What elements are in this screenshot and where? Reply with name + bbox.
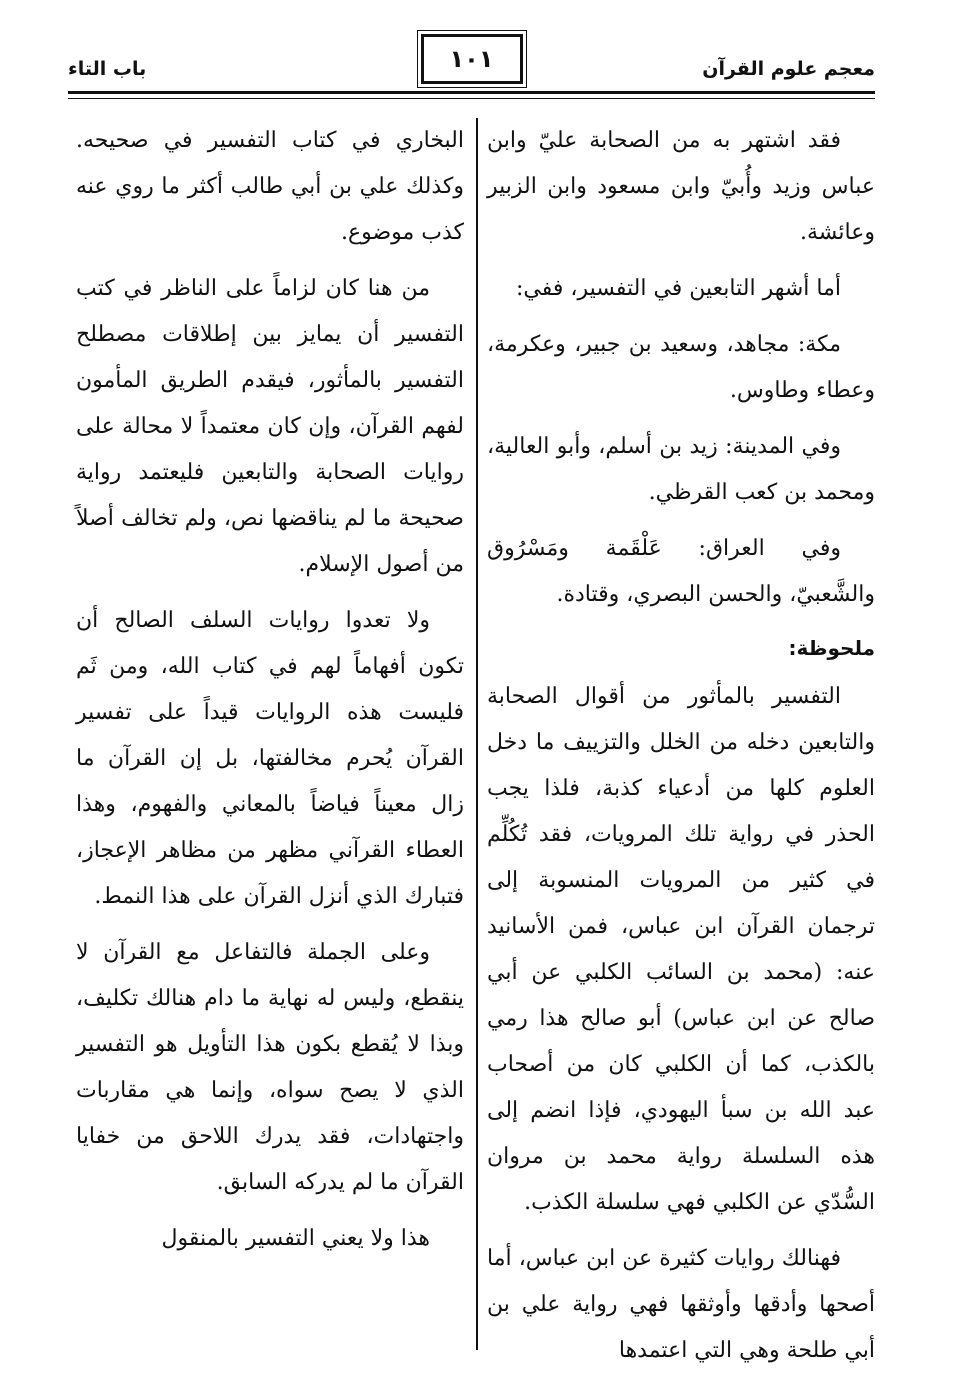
header-rule [68, 91, 875, 94]
header-rule-thin [68, 98, 875, 99]
chapter-title: باب التاء [68, 58, 147, 80]
page-number: ١٠١ [421, 34, 523, 84]
paragraph: هذا ولا يعني التفسير بالمنقول [161, 1226, 430, 1251]
paragraph: فقد اشتهر به من الصحابة عليّ وابن عباس وزيد وأُبيّ وابن مسعود وابن الزبير وعائشة. [487, 128, 875, 245]
left-column [76, 118, 464, 1358]
paragraph: مكة: مجاهد، وسعيد بن جبير، وعكرمة، وعطاء وطاوس. [487, 332, 875, 403]
paragraph: من هنا كان لزاماً على الناظر في كتب التفسير أن يمايز بين إطلاقات مصطلح التفسير بالمأثور، فيقدم الطريق المأمون لفهم القرآن، وإن كان معتمداً لا محالة على روايات الصحابة والتابعين فليعتمد رواية صحيحة ما لم يناقضها نص، ولم تخالف أصلاً من أصول الإسلام. [76, 276, 464, 577]
column-divider [476, 118, 478, 1350]
note-heading: ملحوظة: [788, 636, 875, 660]
book-title: معجم علوم القرآن [702, 58, 875, 80]
right-column [487, 118, 875, 1363]
paragraph: وفي المدينة: زيد بن أسلم، وأبو العالية، ومحمد بن كعب القرظي. [487, 434, 875, 505]
paragraph: البخاري في كتاب التفسير في صحيحه. وكذلك علي بن أبي طالب أكثر ما روي عنه كذب موضوع. [76, 128, 464, 245]
paragraph: فهنالك روايات كثيرة عن ابن عباس، أما أصحها وأدقها وأوثقها فهي رواية علي بن أبي طلحة وهي التي اعتمدها [487, 1246, 875, 1363]
paragraph: أما أشهر التابعين في التفسير، ففي: [515, 276, 841, 301]
paragraph: ولا تعدوا روايات السلف الصالح أن تكون أفهاماً لهم في كتاب الله، ومن ثَم فليست هذه الروايات قيداً على تفسير القرآن يُحرم مخالفتها، بل إن القرآن ما زال معيناً فياضاً بالمعاني والفهوم، وهذا العطاء القرآني مظهر من مظاهر الإعجاز، فتبارك الذي أنزل القرآن على هذا النمط. [76, 608, 464, 909]
paragraph: وفي العراق: عَلْقَمة ومَسْرُوق والشَّعبيّ، والحسن البصري، وقتادة. [487, 536, 875, 607]
paragraph: وعلى الجملة فالتفاعل مع القرآن لا ينقطع، وليس له نهاية ما دام هنالك تكليف، وبذا لا يُقطع بكون هذا التأويل هو التفسير الذي لا يصح سواه، وإنما هي مقاربات واجتهادات، فقد يدرك اللاحق من خفايا القرآن ما لم يدركه السابق. [76, 940, 464, 1195]
paragraph: التفسير بالمأثور من أقوال الصحابة والتابعين دخله من الخلل والتزييف ما دخل العلوم كلها من أدعياء كذبة، فلذا يجب الحذر في رواية تلك المرويات، فقد تُكُلِّم في كثير من المرويات المنسوبة إلى ترجمان القرآن ابن عباس، فمن الأسانيد عنه: (محمد بن السائب الكلبي عن أبي صالح عن ابن عباس) أبو صالح هذا رمي بالكذب، كما أن الكلبي كان من أصحاب عبد الله بن سبأ اليهودي، فإذا انضم إلى هذه السلسلة رواية محمد بن مروان السُّدّي عن الكلبي فهي سلسلة الكذب. [487, 684, 875, 1215]
page-header [68, 28, 875, 94]
